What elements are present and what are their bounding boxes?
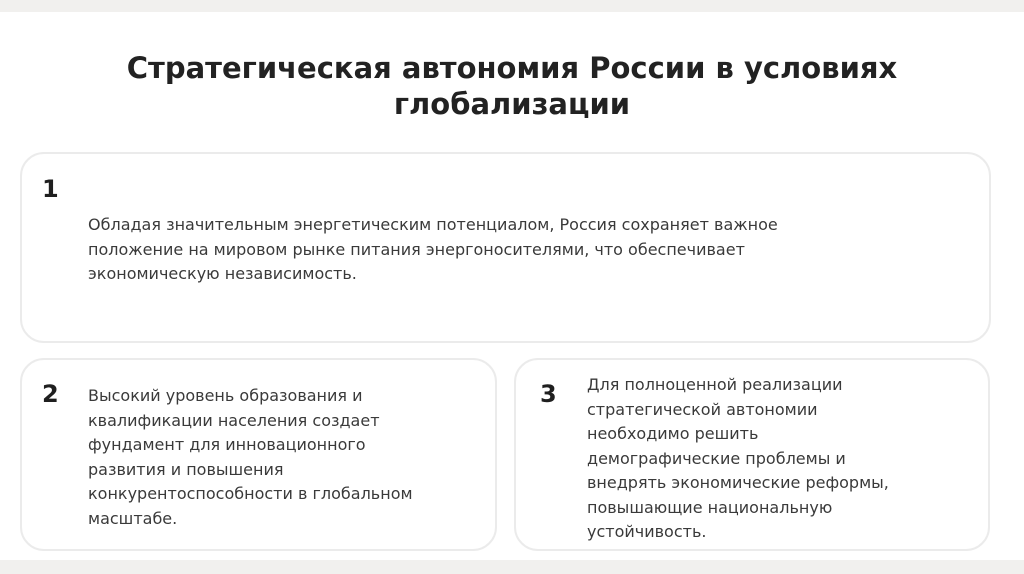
card-3-line-6: повышающие национальную: [587, 497, 833, 517]
card-2-line-6: масштабе.: [88, 508, 178, 528]
title-line-2: глобализации: [393, 87, 631, 121]
card-3-line-2: стратегической автономии: [587, 399, 818, 419]
card-3-text: [587, 373, 917, 545]
card-1-text: [88, 213, 888, 287]
card-2-line-2: квалификации населения создает: [88, 410, 380, 430]
card-2-line-3: фундамент для инновационного: [88, 435, 366, 454]
card-2-line-5: конкурентоспособности в глобальном: [88, 484, 413, 503]
title-line-1: Стратегическая автономия России в условиях: [126, 51, 898, 85]
card-3-line-1: Для полноценной реализации: [587, 375, 843, 394]
card-3-line-4: демографические проблемы и: [587, 448, 846, 468]
card-1-number: 1: [42, 175, 59, 203]
card-2-line-4: развития и повышения: [88, 459, 284, 479]
card-2-text: [88, 384, 478, 531]
card-1-line-3: экономическую независимость.: [88, 264, 357, 283]
card-3-line-3: необходимо решить: [587, 424, 759, 443]
card-3-line-7: устойчивость.: [587, 522, 707, 541]
card-3-number: 3: [540, 380, 557, 408]
card-1-line-1: Обладая значительным энергетическим потенциалом, Россия сохраняет важное: [88, 215, 778, 234]
card-2-number: 2: [42, 380, 59, 408]
card-3-line-5: внедрять экономические реформы,: [587, 473, 889, 492]
card-2-line-1: Высокий уровень образования и: [88, 386, 363, 405]
card-1-line-2: положение на мировом рынке питания энергоносителями, что обеспечивает: [88, 239, 745, 259]
slide-title: [60, 50, 964, 122]
